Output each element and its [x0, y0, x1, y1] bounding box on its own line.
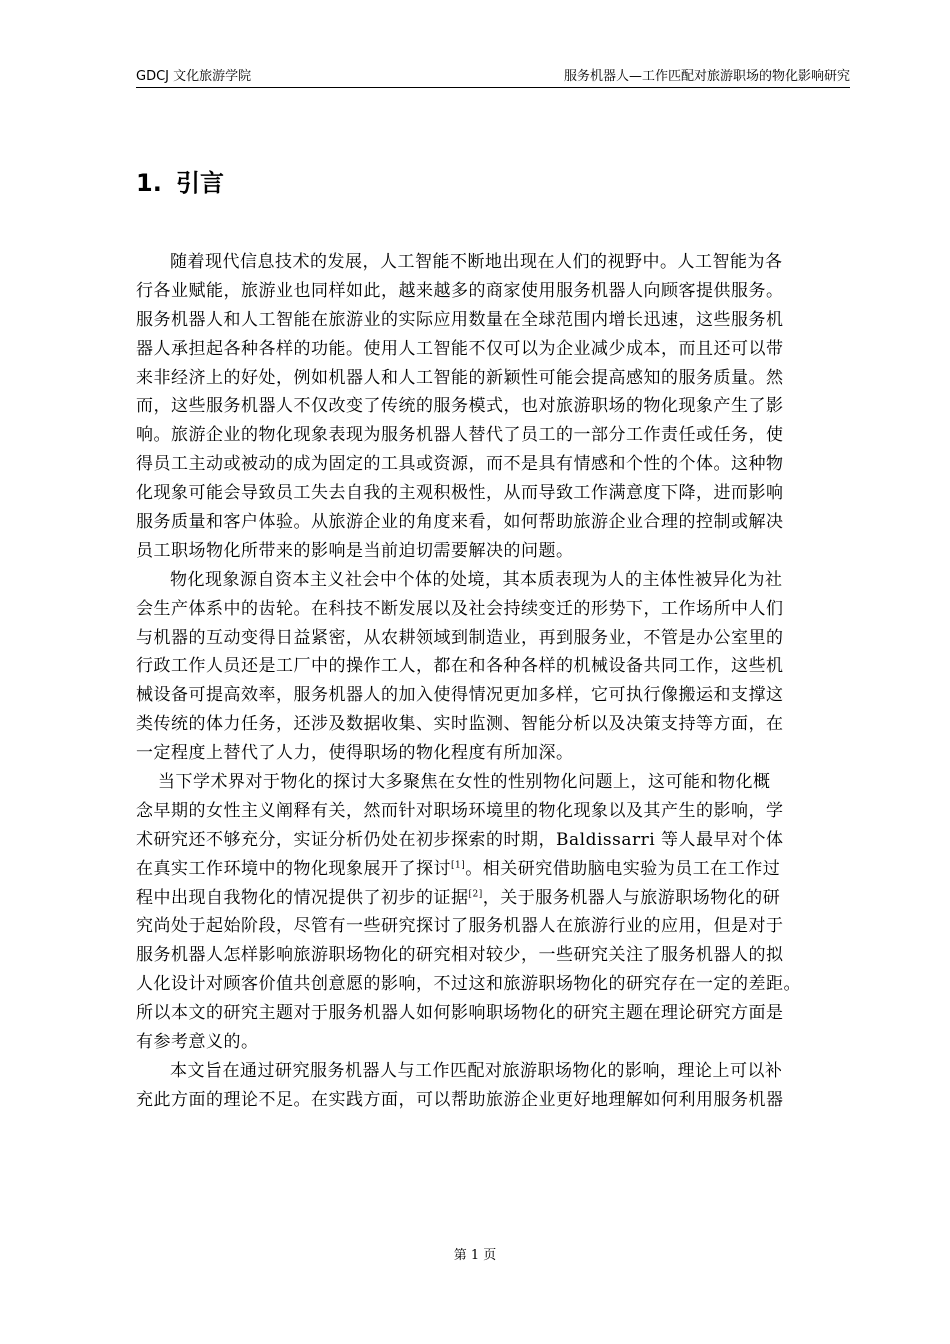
paragraph-line: 化现象可能会导致员工失去自我的主观积极性，从而导致工作满意度下降，进而影响 — [136, 483, 784, 504]
paragraph-line: 所以本文的研究主题对于服务机器人如何影响职场物化的研究主题在理论研究方面是 — [136, 1003, 784, 1024]
paragraph-line: 械设备可提高效率，服务机器人的加入使得情况更加多样，它可执行像搬运和支撑这 — [136, 685, 784, 706]
header-paper-title: 服务机器人—工作匹配对旅游职场的物化影响研究 — [563, 69, 850, 84]
paragraph-line — [136, 884, 850, 913]
header-divider — [136, 87, 850, 88]
paragraph-line: 得员工主动或被动的成为固定的工具或资源，而不是具有情感和个性的个体。这种物 — [136, 454, 784, 475]
line-text: 程中出现自我物化的情况提供了初步的证据 — [136, 887, 469, 908]
paragraph-line: 服务机器人怎样影响旅游职场物化的研究相对较少，一些研究关注了服务机器人的拟 — [136, 945, 784, 966]
paragraph-line: 来非经济上的好处，例如机器人和人工智能的新颖性可能会提高感知的服务质量。然 — [136, 367, 784, 388]
paragraph-line: 当下学术界对于物化的探讨大多聚焦在女性的性别物化问题上，这可能和物化概 — [158, 772, 771, 793]
paragraph-2 — [136, 566, 850, 768]
paragraph-line: 物化现象源自资本主义社会中个体的处境，其本质表现为人的主体性被异化为社 — [170, 569, 783, 590]
paragraph-line: 随着现代信息技术的发展，人工智能不断地出现在人们的视野中。人工智能为各 — [170, 252, 783, 272]
paragraph-line: 服务机器人和人工智能在旅游业的实际应用数量在全球范围内增长迅速，这些服务机 — [136, 309, 784, 330]
section-number: 1. — [136, 169, 162, 197]
paragraph-line: 类传统的体力任务，还涉及数据收集、实时监测、智能分析以及决策支持等方面，在 — [136, 714, 784, 735]
paragraph-line: 器人承担起各种各样的功能。使用人工智能不仅可以为企业减少成本，而且还可以带 — [136, 338, 784, 359]
citation-1[interactable]: [1] — [451, 860, 466, 871]
body-text — [136, 248, 850, 1115]
paragraph-line: 人化设计对顾客价值共创意愿的影响，不过这和旅游职场物化的研究存在一定的差距。 — [136, 974, 801, 995]
paragraph-line: 服务质量和客户体验。从旅游企业的角度来看，如何帮助旅游企业合理的控制或解决 — [136, 512, 784, 533]
page-header — [136, 68, 850, 86]
paragraph-1 — [136, 248, 850, 566]
section-title: 引言 — [176, 169, 224, 197]
paragraph-line: 行政工作人员还是工厂中的操作工人，都在和各种各样的机械设备共同工作，这些机 — [136, 656, 784, 677]
paragraph-3 — [136, 768, 850, 1057]
paragraph-line: 究尚处于起始阶段，尽管有一些研究探讨了服务机器人在旅游行业的应用，但是对于 — [136, 916, 784, 937]
paragraph-line: 有参考意义的。 — [136, 1032, 259, 1053]
paragraph-line: 充此方面的理论不足。在实践方面，可以帮助旅游企业更好地理解如何利用服务机器 — [136, 1089, 784, 1110]
paragraph-line: 行各业赋能，旅游业也同样如此，越来越多的商家使用服务机器人向顾客提供服务。 — [136, 280, 784, 301]
paragraph-line: 念早期的女性主义阐释有关，然而针对职场环境里的物化现象以及其产生的影响，学 — [136, 800, 784, 821]
paragraph-line: 与机器的互动变得日益紧密，从农耕领域到制造业，再到服务业，不管是办公室里的 — [136, 627, 784, 648]
paragraph-line — [136, 855, 850, 884]
header-institution: GDCJ 文化旅游学院 — [136, 69, 252, 84]
paragraph-line: 本文旨在通过研究服务机器人与工作匹配对旅游职场物化的影响，理论上可以补 — [170, 1060, 783, 1081]
paragraph-line: 响。旅游企业的物化现象表现为服务机器人替代了员工的一部分工作责任或任务，使 — [136, 425, 784, 446]
paragraph-line: 术研究还不够充分，实证分析仍处在初步探索的时期，Baldissarri 等人最早对个体 — [136, 829, 784, 850]
page-number: 第 1 页 — [453, 1248, 497, 1263]
paragraph-4 — [136, 1057, 850, 1115]
section-heading — [136, 166, 224, 200]
line-text: ，关于服务机器人与旅游职场物化的研 — [482, 887, 781, 908]
line-text: 。相关研究借助脑电实验为员工在工作过 — [465, 858, 781, 879]
line-text: 在真实工作环境中的物化现象展开了探讨 — [136, 858, 451, 879]
paragraph-line: 员工职场物化所带来的影响是当前迫切需要解决的问题。 — [136, 540, 574, 561]
paragraph-line: 而，这些服务机器人不仅改变了传统的服务模式，也对旅游职场的物化现象产生了影 — [136, 396, 784, 417]
paragraph-line: 一定程度上替代了人力，使得职场的物化程度有所加深。 — [136, 743, 574, 764]
paragraph-line: 会生产体系中的齿轮。在科技不断发展以及社会持续变迁的形势下，工作场所中人们 — [136, 598, 784, 619]
citation-2[interactable]: [2] — [468, 888, 483, 899]
